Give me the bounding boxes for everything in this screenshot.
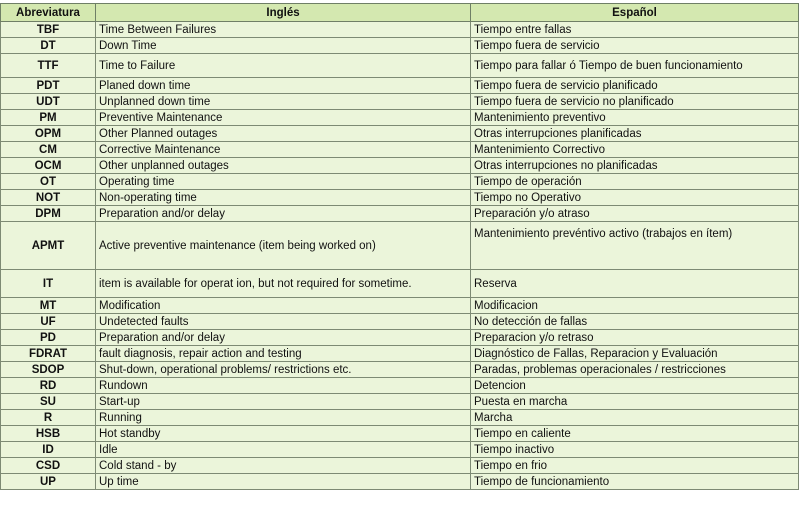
spanish-cell: Tiempo en frio bbox=[471, 458, 799, 474]
header-row bbox=[1, 4, 799, 22]
english-cell: Idle bbox=[96, 442, 471, 458]
english-cell: item is available for operat ion, but not required for sometime. bbox=[96, 270, 471, 298]
english-cell: Shut-down, operational problems/ restrictions etc. bbox=[96, 362, 471, 378]
table-row bbox=[1, 378, 799, 394]
spanish-cell: Otras interrupciones no planificadas bbox=[471, 158, 799, 174]
english-cell: Preventive Maintenance bbox=[96, 110, 471, 126]
abbr-cell: SDOP bbox=[1, 362, 96, 378]
table-row bbox=[1, 22, 799, 38]
abbr-cell: DT bbox=[1, 38, 96, 54]
spanish-cell: Tiempo de funcionamiento bbox=[471, 474, 799, 490]
header-spanish: Español bbox=[471, 4, 799, 22]
english-cell: Non-operating time bbox=[96, 190, 471, 206]
spanish-cell: Mantenimiento preventivo bbox=[471, 110, 799, 126]
abbr-cell: UDT bbox=[1, 94, 96, 110]
abbr-cell: SU bbox=[1, 394, 96, 410]
abbr-cell: OCM bbox=[1, 158, 96, 174]
table-row bbox=[1, 442, 799, 458]
spanish-cell: Tiempo para fallar ó Tiempo de buen funcionamiento bbox=[471, 54, 799, 78]
table-row bbox=[1, 78, 799, 94]
abbr-cell: HSB bbox=[1, 426, 96, 442]
table-row bbox=[1, 174, 799, 190]
table-row bbox=[1, 54, 799, 78]
english-cell: Unplanned down time bbox=[96, 94, 471, 110]
abbr-cell: TBF bbox=[1, 22, 96, 38]
english-cell: Corrective Maintenance bbox=[96, 142, 471, 158]
spanish-cell: Diagnóstico de Fallas, Reparacion y Evaluación bbox=[471, 346, 799, 362]
table-row bbox=[1, 474, 799, 490]
spanish-cell: Otras interrupciones planificadas bbox=[471, 126, 799, 142]
abbr-cell: ID bbox=[1, 442, 96, 458]
spanish-cell: Tiempo fuera de servicio planificado bbox=[471, 78, 799, 94]
spanish-cell: No detección de fallas bbox=[471, 314, 799, 330]
table-row bbox=[1, 110, 799, 126]
abbr-cell: R bbox=[1, 410, 96, 426]
spanish-cell: Mantenimiento prevéntivo activo (trabajos en ítem) bbox=[471, 222, 799, 270]
english-cell: Other unplanned outages bbox=[96, 158, 471, 174]
english-cell: Cold stand - by bbox=[96, 458, 471, 474]
table-row bbox=[1, 38, 799, 54]
abbr-cell: UF bbox=[1, 314, 96, 330]
abbr-cell: MT bbox=[1, 298, 96, 314]
spanish-cell: Tiempo no Operativo bbox=[471, 190, 799, 206]
spanish-cell: Tiempo en caliente bbox=[471, 426, 799, 442]
table-row bbox=[1, 94, 799, 110]
spanish-cell: Paradas, problemas operacionales / restricciones bbox=[471, 362, 799, 378]
spanish-cell: Marcha bbox=[471, 410, 799, 426]
english-cell: Operating time bbox=[96, 174, 471, 190]
english-cell: Rundown bbox=[96, 378, 471, 394]
abbr-cell: TTF bbox=[1, 54, 96, 78]
abbreviations-table bbox=[0, 3, 799, 490]
spanish-cell: Tiempo entre fallas bbox=[471, 22, 799, 38]
abbr-cell: CSD bbox=[1, 458, 96, 474]
header-english: Inglés bbox=[96, 4, 471, 22]
table-row bbox=[1, 142, 799, 158]
english-cell: Undetected faults bbox=[96, 314, 471, 330]
table-row bbox=[1, 426, 799, 442]
english-cell: Preparation and/or delay bbox=[96, 330, 471, 346]
english-cell: Down Time bbox=[96, 38, 471, 54]
english-cell: Up time bbox=[96, 474, 471, 490]
abbr-cell: IT bbox=[1, 270, 96, 298]
abbr-cell: DPM bbox=[1, 206, 96, 222]
english-cell: Hot standby bbox=[96, 426, 471, 442]
table-row bbox=[1, 346, 799, 362]
table-row bbox=[1, 126, 799, 142]
table-row bbox=[1, 314, 799, 330]
abbr-cell: UP bbox=[1, 474, 96, 490]
english-cell: Running bbox=[96, 410, 471, 426]
english-cell: Active preventive maintenance (item being worked on) bbox=[96, 222, 471, 270]
spanish-cell: Tiempo fuera de servicio bbox=[471, 38, 799, 54]
abbr-cell: OT bbox=[1, 174, 96, 190]
spanish-cell: Tiempo de operación bbox=[471, 174, 799, 190]
spanish-cell: Tiempo fuera de servicio no planificado bbox=[471, 94, 799, 110]
english-cell: Time to Failure bbox=[96, 54, 471, 78]
english-cell: Start-up bbox=[96, 394, 471, 410]
abbr-cell: NOT bbox=[1, 190, 96, 206]
english-cell: Other Planned outages bbox=[96, 126, 471, 142]
abbr-cell: FDRAT bbox=[1, 346, 96, 362]
spanish-cell: Detencion bbox=[471, 378, 799, 394]
table-row bbox=[1, 298, 799, 314]
table-row bbox=[1, 362, 799, 378]
spanish-cell: Reserva bbox=[471, 270, 799, 298]
table-row bbox=[1, 158, 799, 174]
table-row bbox=[1, 410, 799, 426]
abbr-cell: RD bbox=[1, 378, 96, 394]
table-row bbox=[1, 206, 799, 222]
english-cell: fault diagnosis, repair action and testing bbox=[96, 346, 471, 362]
table-row bbox=[1, 330, 799, 346]
table-row bbox=[1, 222, 799, 270]
table-row bbox=[1, 190, 799, 206]
table-row bbox=[1, 394, 799, 410]
abbr-cell: APMT bbox=[1, 222, 96, 270]
spanish-cell: Preparación y/o atraso bbox=[471, 206, 799, 222]
spanish-cell: Mantenimiento Correctivo bbox=[471, 142, 799, 158]
english-cell: Modification bbox=[96, 298, 471, 314]
table-row bbox=[1, 270, 799, 298]
english-cell: Time Between Failures bbox=[96, 22, 471, 38]
spanish-cell: Modificacion bbox=[471, 298, 799, 314]
abbr-cell: CM bbox=[1, 142, 96, 158]
spanish-cell: Preparacion y/o retraso bbox=[471, 330, 799, 346]
english-cell: Preparation and/or delay bbox=[96, 206, 471, 222]
abbr-cell: PD bbox=[1, 330, 96, 346]
header-abbreviation: Abreviatura bbox=[1, 4, 96, 22]
abbr-cell: OPM bbox=[1, 126, 96, 142]
abbr-cell: PDT bbox=[1, 78, 96, 94]
table-row bbox=[1, 458, 799, 474]
spanish-cell: Tiempo inactivo bbox=[471, 442, 799, 458]
english-cell: Planed down time bbox=[96, 78, 471, 94]
abbr-cell: PM bbox=[1, 110, 96, 126]
spanish-cell: Puesta en marcha bbox=[471, 394, 799, 410]
